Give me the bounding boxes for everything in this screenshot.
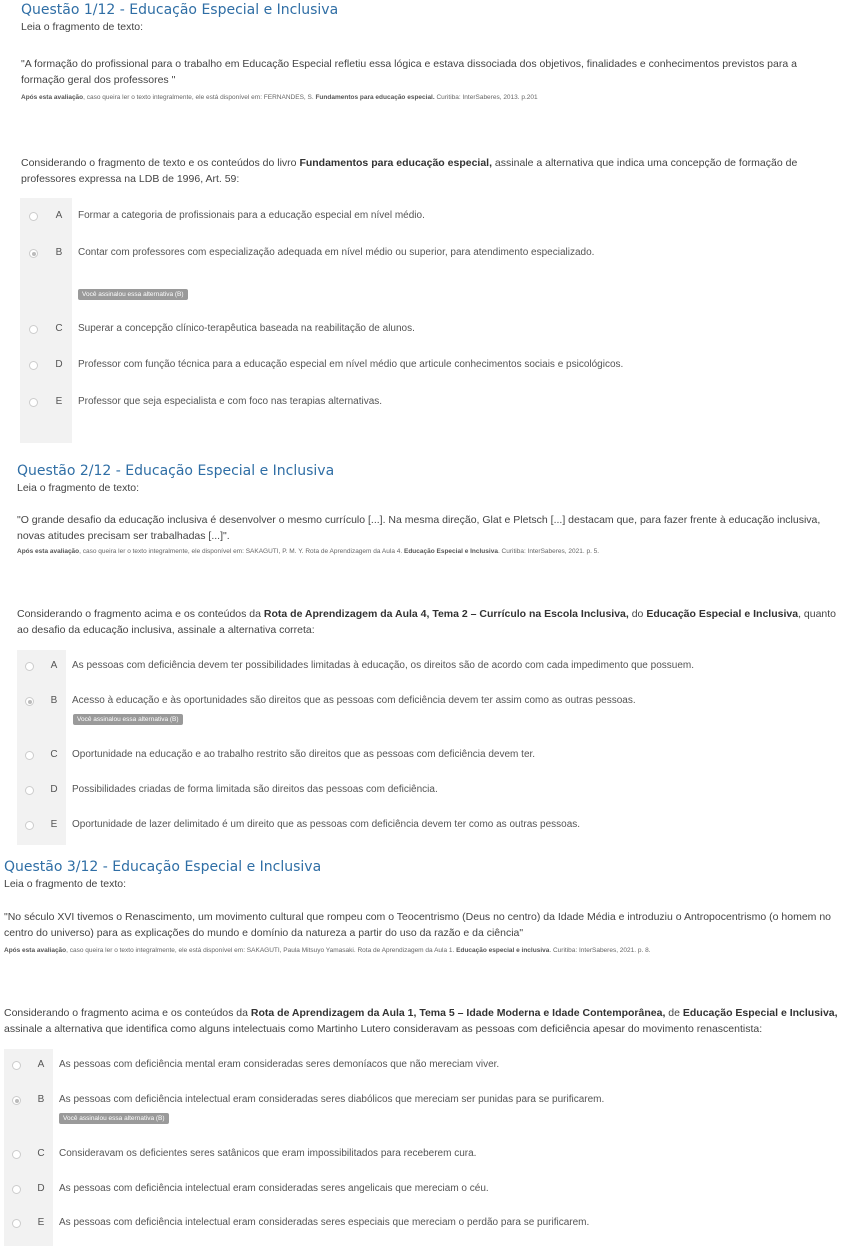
option-a[interactable] — [20, 210, 850, 221]
option-b[interactable] — [17, 695, 841, 706]
radio-c[interactable] — [29, 325, 38, 334]
option-d[interactable] — [20, 359, 850, 370]
question-reference: Após esta avaliação, caso queira ler o texto integralmente, ele está disponível em: FERNANDES, S. Fundamentos para educação especial. Curitiba: InterSaberes, 2013. p.201 — [21, 94, 538, 101]
option-text: Possibilidades criadas de forma limitada são direitos das pessoas com deficiência. — [72, 784, 438, 795]
question-title: Questão 1/12 - Educação Especial e Inclusiva — [21, 2, 339, 18]
question-instruction: Leia o fragmento de texto: — [17, 482, 139, 494]
option-letter: D — [37, 1183, 45, 1194]
option-text: As pessoas com deficiência mental eram consideradas seres demoníacos que não mereciam viver. — [59, 1059, 500, 1070]
option-letter: B — [50, 695, 58, 706]
question-prompt: Considerando o fragmento de texto e os conteúdos do livro Fundamentos para educação especial, assinale a alternativa que indica uma concepção de formação de professores expressa na LDB de 1996, Art. 59: — [21, 157, 798, 185]
option-letter: B — [55, 247, 63, 258]
radio-d[interactable] — [29, 361, 38, 370]
option-a[interactable] — [4, 1059, 826, 1070]
question-prompt: Considerando o fragmento acima e os conteúdos da Rota de Aprendizagem da Aula 4, Tema 2 – Currículo na Escola Inclusiva, do Educação Especial e Inclusiva, quanto ao desafio da educação inclusiva, assinale a alternativa correta: — [17, 608, 837, 636]
option-letter: D — [50, 784, 58, 795]
question-3 — [0, 857, 851, 1246]
question-instruction: Leia o fragmento de texto: — [21, 21, 143, 33]
option-text: Professor que seja especialista e com foco nas terapias alternativas. — [78, 396, 383, 407]
radio-e[interactable] — [29, 398, 38, 407]
option-letter: C — [50, 749, 58, 760]
option-text: Formar a categoria de profissionais para a educação especial em nível médio. — [78, 210, 425, 221]
option-text: Oportunidade na educação e ao trabalho restrito são direitos que as pessoas com deficiência devem ter. — [72, 749, 536, 760]
option-e[interactable] — [20, 396, 850, 407]
option-text: Consideravam os deficientes seres satânicos que eram impossibilitados para receberem cura. — [59, 1148, 477, 1159]
question-quote: "No século XVI tivemos o Renascimento, um movimento cultural que rompeu com o Teocentrismo (Deus no centro) da Idade Média e introduziu o Antropocentrismo (o homem no centro do universo) para as explicações do mundo e domínio da natureza a partir do uso da razão e da ciência" — [4, 911, 832, 939]
option-letter: E — [37, 1217, 45, 1228]
radio-b[interactable] — [29, 249, 38, 258]
option-text: As pessoas com deficiência intelectual eram consideradas seres especiais que mereciam o perdão para se purificarem. — [59, 1217, 590, 1228]
radio-d[interactable] — [25, 786, 34, 795]
question-title: Questão 3/12 - Educação Especial e Inclusiva — [4, 859, 322, 875]
option-letter: E — [55, 396, 63, 407]
radio-d[interactable] — [12, 1185, 21, 1194]
question-2 — [0, 460, 851, 845]
question-title: Questão 2/12 - Educação Especial e Inclusiva — [17, 463, 335, 479]
options-list — [20, 198, 850, 443]
option-e[interactable] — [4, 1217, 826, 1228]
option-letter: B — [37, 1094, 45, 1105]
selected-answer-badge: Você assinalou essa alternativa (B) — [73, 714, 183, 725]
option-letter: C — [37, 1148, 45, 1159]
option-text: Contar com professores com especialização adequada em nível médio ou superior, para atendimento especializado. — [78, 247, 595, 258]
question-quote: "A formação do profissional para o trabalho em Educação Especial refletiu essa lógica e estava dissociada dos objetivos, finalidades e conhecimentos previstos para a formação geral dos professores " — [21, 58, 797, 86]
option-a[interactable] — [17, 660, 841, 671]
radio-b[interactable] — [25, 697, 34, 706]
option-b[interactable] — [20, 247, 850, 258]
option-d[interactable] — [4, 1183, 826, 1194]
option-letter: C — [55, 323, 63, 334]
radio-c[interactable] — [25, 751, 34, 760]
option-text: Oportunidade de lazer delimitado é um direito que as pessoas com deficiência devem ter como as outras pessoas. — [72, 819, 581, 830]
option-c[interactable] — [4, 1148, 826, 1159]
question-reference: Após esta avaliação, caso queira ler o texto integralmente, ele disponível em: SAKAGUTI, P. M. Y. Rota de Aprendizagem da Aula 4. Educação Especial e Inclusiva. Curitiba: InterSaberes, 2021. p. 5. — [17, 548, 600, 555]
question-prompt: Considerando o fragmento acima e os conteúdos da Rota de Aprendizagem da Aula 1, Tema 5 – Idade Moderna e Idade Contemporânea, de Educação Especial e Inclusiva, assinale a alternativa que identifica como alguns intelectuais como Martinho Lutero consideravam as pessoas com deficiência apesar do movimento renascentista: — [4, 1007, 838, 1035]
option-text: As pessoas com deficiência intelectual eram consideradas seres diabólicos que mereciam ser punidas para se purificarem. — [59, 1094, 605, 1105]
option-c[interactable] — [17, 749, 841, 760]
selected-answer-badge: Você assinalou essa alternativa (B) — [59, 1113, 169, 1124]
options-list — [17, 650, 841, 845]
radio-c[interactable] — [12, 1150, 21, 1159]
option-b[interactable] — [4, 1094, 826, 1105]
question-reference: Após esta avaliação, caso queira ler o texto integralmente, ele está disponível em: SAKAGUTI, Paula Mitsuyo Yamasaki. Rota de Aprendizagem da Aula 1. Educação especial e inclusiva. Curitiba: InterSaberes, 2021. p. 8. — [4, 947, 651, 954]
option-e[interactable] — [17, 819, 841, 830]
option-text: Professor com função técnica para a educação especial em nível médio que articule conhecimentos sociais e psicológicos. — [78, 359, 624, 370]
question-quote: "O grande desafio da educação inclusiva é desenvolver o mesmo currículo [...]. Na mesma direção, Glat e Pletsch [...] destacam que, para fazer frente à educação inclusiva, novas atitudes precisam ser trabalhadas [...]". — [17, 514, 821, 542]
option-text: Acesso à educação e às oportunidades são direitos que as pessoas com deficiência devem ter assim como as outras pessoas. — [72, 695, 636, 706]
option-d[interactable] — [17, 784, 841, 795]
radio-a[interactable] — [12, 1061, 21, 1070]
option-letter: E — [50, 819, 58, 830]
question-instruction: Leia o fragmento de texto: — [4, 878, 126, 890]
option-letter: A — [37, 1059, 45, 1070]
radio-e[interactable] — [25, 821, 34, 830]
option-c[interactable] — [20, 323, 850, 334]
options-list — [4, 1049, 826, 1246]
radio-e[interactable] — [12, 1219, 21, 1228]
option-text: Superar a concepção clínico-terapêutica baseada na reabilitação de alunos. — [78, 323, 415, 334]
radio-a[interactable] — [25, 662, 34, 671]
radio-a[interactable] — [29, 212, 38, 221]
selected-answer-badge: Você assinalou essa alternativa (B) — [78, 289, 188, 300]
option-letter: D — [55, 359, 63, 370]
radio-b[interactable] — [12, 1096, 21, 1105]
option-text: As pessoas com deficiência devem ter possibilidades limitadas à educação, os direitos são de acordo com cada impedimento que possuem. — [72, 660, 695, 671]
option-letter: A — [55, 210, 63, 221]
option-letter: A — [50, 660, 58, 671]
option-text: As pessoas com deficiência intelectual eram consideradas seres angelicais que mereciam o céu. — [59, 1183, 489, 1194]
question-1 — [0, 0, 851, 445]
